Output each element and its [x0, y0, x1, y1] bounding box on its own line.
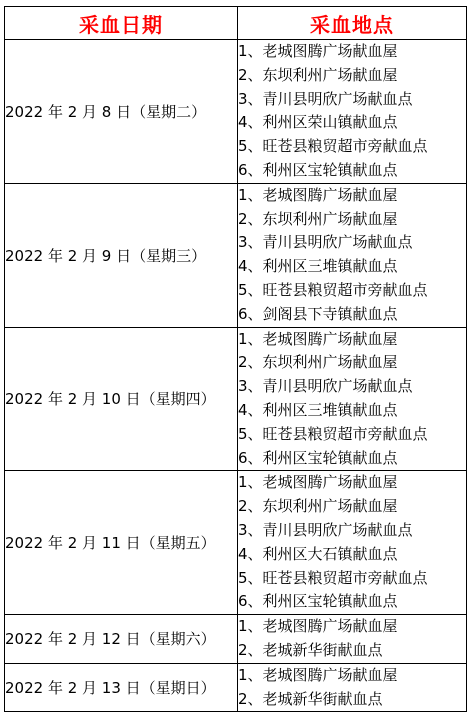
site-item: 4、利州区荣山镇献血点	[238, 113, 398, 132]
site-item: 3、青川县明欣广场献血点	[238, 233, 413, 252]
table-row	[5, 615, 467, 664]
date-cell: 2022 年 2 月 8 日（星期二）	[5, 40, 238, 184]
site-item: 1、老城图腾广场献血屋	[238, 329, 398, 348]
site-item: 6、剑阁县下寺镇献血点	[238, 304, 398, 323]
table-row	[5, 663, 467, 712]
date-cell: 2022 年 2 月 13 日（星期日）	[5, 663, 238, 712]
site-item: 6、利州区宝轮镇献血点	[238, 448, 398, 467]
site-item: 4、利州区三堆镇献血点	[238, 400, 398, 419]
date-cell: 2022 年 2 月 10 日（星期四）	[5, 327, 238, 471]
table-row	[5, 327, 467, 471]
site-item: 1、老城图腾广场献血屋	[238, 617, 398, 636]
site-item: 1、老城图腾广场献血屋	[238, 185, 398, 204]
date-cell: 2022 年 2 月 11 日（星期五）	[5, 471, 238, 615]
header-row	[5, 7, 467, 40]
sites-cell	[238, 615, 467, 664]
site-item: 4、利州区三堆镇献血点	[238, 257, 398, 276]
date-cell: 2022 年 2 月 12 日（星期六）	[5, 615, 238, 664]
sites-cell	[238, 40, 467, 184]
table-row	[5, 183, 467, 327]
site-column-header: 采血地点	[238, 7, 467, 40]
site-item: 2、老城新华街献血点	[238, 640, 383, 659]
site-item: 4、利州区大石镇献血点	[238, 544, 398, 563]
sites-cell	[238, 327, 467, 471]
site-item: 2、东坝利州广场献血屋	[238, 65, 398, 84]
table-row	[5, 471, 467, 615]
site-item: 6、利州区宝轮镇献血点	[238, 592, 398, 611]
sites-cell	[238, 471, 467, 615]
site-item: 5、旺苍县粮贸超市旁献血点	[238, 137, 428, 156]
site-item: 5、旺苍县粮贸超市旁献血点	[238, 424, 428, 443]
site-item: 2、东坝利州广场献血屋	[238, 353, 398, 372]
site-item: 3、青川县明欣广场献血点	[238, 520, 413, 539]
site-item: 3、青川县明欣广场献血点	[238, 377, 413, 396]
site-item: 6、利州区宝轮镇献血点	[238, 160, 398, 179]
site-item: 2、东坝利州广场献血屋	[238, 497, 398, 516]
date-cell: 2022 年 2 月 9 日（星期三）	[5, 183, 238, 327]
date-column-header: 采血日期	[5, 7, 238, 40]
site-item: 3、青川县明欣广场献血点	[238, 89, 413, 108]
sites-cell	[238, 183, 467, 327]
site-item: 1、老城图腾广场献血屋	[238, 473, 398, 492]
site-item: 1、老城图腾广场献血屋	[238, 665, 398, 684]
sites-cell	[238, 663, 467, 712]
blood-donation-schedule-table	[4, 6, 467, 712]
site-item: 2、东坝利州广场献血屋	[238, 209, 398, 228]
site-item: 5、旺苍县粮贸超市旁献血点	[238, 568, 428, 587]
table-row	[5, 40, 467, 184]
site-item: 5、旺苍县粮贸超市旁献血点	[238, 280, 428, 299]
site-item: 1、老城图腾广场献血屋	[238, 42, 398, 60]
site-item: 2、老城新华街献血点	[238, 689, 383, 708]
